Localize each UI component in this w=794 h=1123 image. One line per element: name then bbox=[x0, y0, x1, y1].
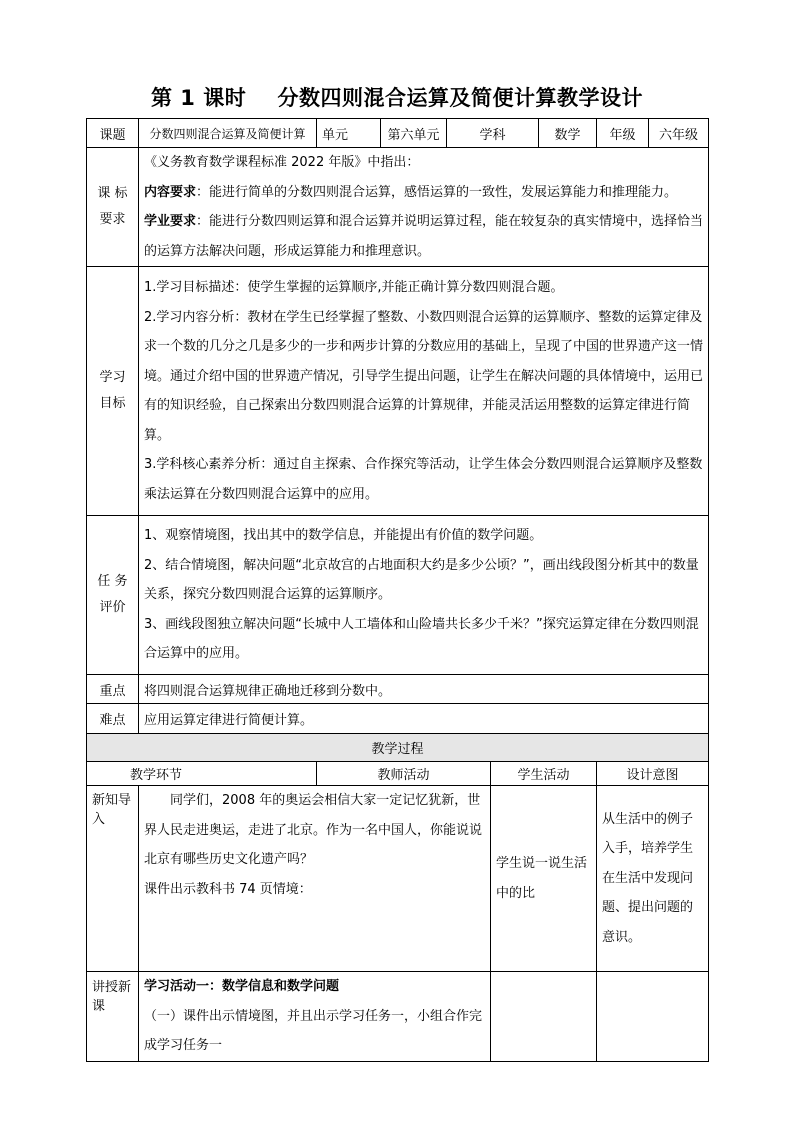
grade-label: 年级 bbox=[597, 119, 649, 148]
content-requirement bbox=[144, 178, 703, 208]
lesson-plan-table bbox=[86, 118, 709, 1062]
standards-content bbox=[139, 148, 709, 267]
tasks-label-line1: 任 务 bbox=[97, 574, 128, 589]
goals-label bbox=[87, 267, 139, 516]
topic-label: 课题 bbox=[87, 119, 139, 148]
intro-teacher-text: 同学们，2008 年的奥运会相信大家一定记忆犹新，世界人民走进奥运，走进了北京。作为一名中国人，你能说说北京有哪些历史文化遗产吗？ bbox=[144, 793, 483, 867]
goals-label-line2: 目标 bbox=[99, 396, 126, 411]
intro-intent: 从生活中的例子入手，培养学生在生活中发现问题、提出问题的意识。 bbox=[597, 786, 709, 972]
goal-item: 3.学科核心素养分析：通过自主探索、合作探究等活动，让学生体会分数四则混合运算顺序及整数乘法运算在分数四则混合运算中的应用。 bbox=[144, 457, 703, 502]
tasks-row bbox=[87, 516, 709, 675]
activity-title: 学习活动一：数学信息和数学问题 bbox=[144, 979, 340, 994]
difficult-point-row bbox=[87, 704, 709, 734]
unit-label: 单元 bbox=[317, 119, 381, 148]
topic-value: 分数四则混合运算及简便计算 bbox=[139, 119, 317, 148]
new-lesson-stage: 讲授新课 bbox=[87, 972, 139, 1062]
academic-requirement-text: ：能进行分数四则运算和混合运算并说明运算过程，能在较复杂的真实情境中，选择恰当的运算方法解决问题，形成运算能力和推理意识。 bbox=[144, 214, 704, 259]
document-title: 第 1 课时 分数四则混合运算及简便计算教学设计 bbox=[151, 86, 643, 110]
standards-label-line1: 课 标 bbox=[97, 186, 128, 201]
goal-item: 1.学习目标描述：使学生掌握的运算顺序,并能正确计算分数四则混合题。 bbox=[144, 280, 564, 295]
key-point-label: 重点 bbox=[87, 675, 139, 704]
goals-content bbox=[139, 267, 709, 516]
standards-intro: 《义务教育数学课程标准 2022 年版》中指出： bbox=[144, 155, 420, 170]
subject-label: 学科 bbox=[447, 119, 539, 148]
intro-student: 学生说一说生活中的比 bbox=[491, 786, 597, 972]
task-item: 2、结合情境图，解决问题“北京故宫的占地面积大约是多少公顷？”，画出线段图分析其中的数量关系，探究分数四则混合运算的运算顺序。 bbox=[144, 557, 699, 603]
process-header: 教学过程 bbox=[87, 734, 709, 762]
column-stage-label: 教学环节 bbox=[129, 768, 182, 783]
column-intent: 设计意图 bbox=[597, 762, 709, 786]
header-row bbox=[87, 119, 709, 148]
grade-value: 六年级 bbox=[649, 119, 709, 148]
process-header-row bbox=[87, 734, 709, 762]
new-lesson-row bbox=[87, 972, 709, 1062]
standards-row bbox=[87, 148, 709, 267]
difficult-point-text: 应用运算定律进行简便计算。 bbox=[139, 704, 709, 734]
new-lesson-intent bbox=[597, 972, 709, 1062]
standards-label-line2: 要求 bbox=[99, 212, 126, 227]
standards-label bbox=[87, 148, 139, 267]
column-student: 学生活动 bbox=[491, 762, 597, 786]
difficult-point-label: 难点 bbox=[87, 704, 139, 734]
activity-text: （一）课件出示情境图，并且出示学习任务一，小组合作完成学习任务一 bbox=[144, 1008, 483, 1053]
task-item: 3、画线段图独立解决问题“长城中人工墙体和山险墙共长多少千米？”探究运算定律在分数四则混合运算中的应用。 bbox=[144, 616, 699, 662]
new-lesson-teacher bbox=[139, 972, 491, 1062]
goals-row bbox=[87, 267, 709, 516]
new-lesson-student bbox=[491, 972, 597, 1062]
content-requirement-text: ：能进行简单的分数四则混合运算，感悟运算的一致性，发展运算能力和推理能力。 bbox=[196, 184, 678, 200]
intro-row bbox=[87, 786, 709, 972]
intro-stage: 新知导入 bbox=[87, 786, 139, 972]
goals-label-line1: 学习 bbox=[99, 370, 126, 385]
key-point-row bbox=[87, 675, 709, 704]
tasks-content bbox=[139, 516, 709, 675]
tasks-label bbox=[87, 516, 139, 675]
academic-requirement bbox=[144, 207, 703, 266]
process-columns-row bbox=[87, 762, 709, 786]
column-teacher: 教师活动 bbox=[317, 762, 491, 786]
tasks-label-line2: 评价 bbox=[99, 600, 126, 615]
subject-value: 数学 bbox=[539, 119, 597, 148]
academic-requirement-label: 学业要求 bbox=[144, 214, 197, 229]
intro-teacher bbox=[139, 786, 491, 972]
intro-teacher-line2: 课件出示教科书 74 页情境： bbox=[144, 881, 312, 897]
task-item: 1、观察情境图，找出其中的数学信息，并能提出有价值的数学问题。 bbox=[144, 528, 543, 544]
column-stage bbox=[87, 762, 317, 786]
unit-value: 第六单元 bbox=[381, 119, 447, 148]
content-requirement-label: 内容要求 bbox=[144, 184, 197, 200]
key-point-text: 将四则混合运算规律正确地迁移到分数中。 bbox=[139, 675, 709, 704]
goal-item: 2.学习内容分析：教材在学生已经掌握了整数、小数四则混合运算的运算顺序、整数的运算定律及求一个数的几分之几是多少的一步和两步计算的分数应用的基础上，呈现了中国的世界遗产这一情境。通过介绍中国的世界遗产情况，引导学生提出问题，让学生在解决问题的具体情境中，运用已有的知识经验，自己探索出分数四则混合运算的计算规律，并能灵活运用整数的运算定律进行简算。 bbox=[144, 309, 704, 443]
